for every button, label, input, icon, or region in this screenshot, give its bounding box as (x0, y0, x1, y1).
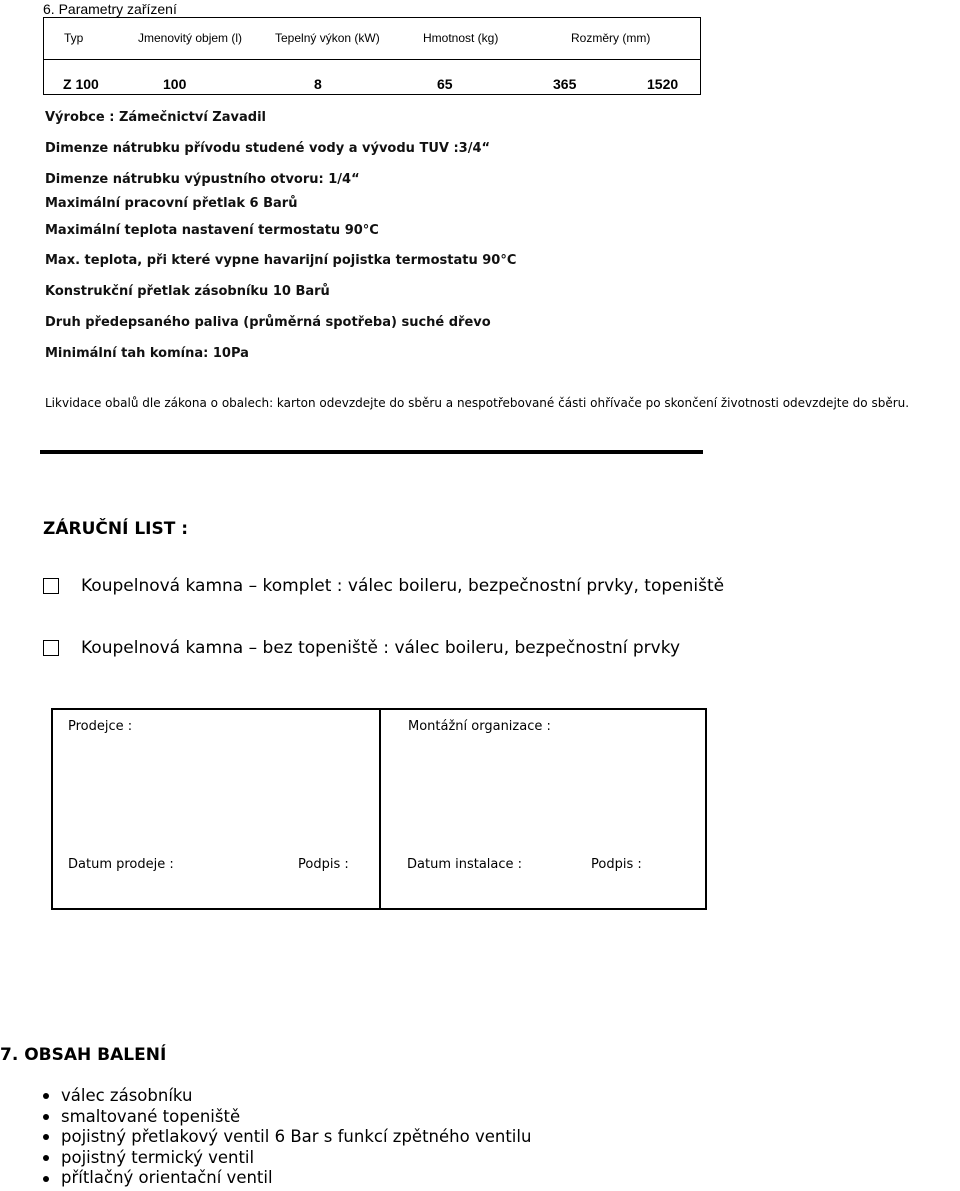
installer-label: Montážní organizace : (408, 719, 551, 734)
warranty-option-complete[interactable] (43, 576, 724, 596)
bullet-icon (43, 1114, 49, 1120)
table-cell-power: 8 (314, 76, 322, 92)
warranty-option-complete-label: Koupelnová kamna – komplet : válec boileru, bezpečnostní prvky, topeniště (81, 576, 725, 596)
spec-outlet-dimension: Dimenze nátrubku výpustního otvoru: 1/4“ (45, 172, 360, 187)
list-item: válec zásobníku (43, 1086, 531, 1107)
table-divider (44, 59, 700, 60)
installer-signature-label: Podpis : (591, 857, 642, 872)
table-cell-dimension-width: 365 (553, 76, 577, 92)
bullet-icon (43, 1176, 49, 1182)
table-header-volume: Jmenovitý objem (l) (138, 31, 243, 45)
bullet-icon (43, 1093, 49, 1099)
spec-manufacturer: Výrobce : Zámečnictví Zavadil (45, 110, 266, 125)
seller-label: Prodejce : (68, 719, 133, 734)
spec-safety-cutoff-temp: Max. teplota, při které vypne havarijní pojistka termostatu 90°C (45, 253, 517, 268)
table-header-power: Tepelný výkon (kW) (275, 31, 380, 45)
warranty-option-without-firebox-label: Koupelnová kamna – bez topeniště : válec boileru, bezpečnostní prvky (81, 638, 681, 658)
spec-max-pressure: Maximální pracovní přetlak 6 Barů (45, 196, 298, 211)
warranty-box-divider (379, 710, 381, 908)
warranty-signature-box (51, 708, 707, 910)
section-6-heading: 6. Parametry zařízení (43, 1, 177, 17)
table-cell-weight: 65 (437, 76, 453, 92)
checkbox-icon[interactable] (43, 640, 59, 656)
table-cell-dimension-height: 1520 (647, 76, 679, 92)
bullet-icon (43, 1134, 49, 1140)
spec-fuel-type: Druh předepsaného paliva (průměrná spotřeba) suché dřevo (45, 315, 491, 330)
parameters-table (43, 17, 701, 95)
install-date-label: Datum instalace : (407, 857, 523, 872)
seller-signature-label: Podpis : (298, 857, 349, 872)
checkbox-icon[interactable] (43, 578, 59, 594)
list-item: smaltované topeniště (43, 1107, 531, 1128)
table-cell-volume: 100 (163, 76, 187, 92)
spec-chimney-draft: Minimální tah komína: 10Pa (45, 346, 249, 361)
table-header-type: Typ (64, 31, 84, 45)
list-item: pojistný termický ventil (43, 1148, 531, 1169)
package-contents-list (43, 1086, 531, 1189)
list-item: přítlačný orientační ventil (43, 1168, 531, 1189)
sale-date-label: Datum prodeje : (68, 857, 174, 872)
spec-inlet-dimension: Dimenze nátrubku přívodu studené vody a vývodu TUV :3/4“ (45, 141, 491, 156)
warranty-title: ZÁRUČNÍ LIST : (43, 519, 189, 539)
table-header-dimensions: Rozměry (mm) (571, 31, 651, 45)
table-header-weight: Hmotnost (kg) (423, 31, 499, 45)
list-item: pojistný přetlakový ventil 6 Bar s funkcí zpětného ventilu (43, 1127, 531, 1148)
bullet-icon (43, 1155, 49, 1161)
spec-max-thermostat-temp: Maximální teplota nastavení termostatu 90°C (45, 223, 379, 238)
horizontal-rule (40, 450, 703, 454)
warranty-option-without-firebox[interactable] (43, 638, 680, 658)
table-cell-type: Z 100 (63, 76, 99, 92)
disposal-note: Likvidace obalů dle zákona o obalech: karton odevzdejte do sběru a nespotřebované části ohřívače po skončení životnosti odevzdejte do sběru. (45, 396, 910, 410)
spec-design-pressure: Konstrukční přetlak zásobníku 10 Barů (45, 284, 330, 299)
section-7-heading: 7. OBSAH BALENÍ (0, 1045, 167, 1065)
